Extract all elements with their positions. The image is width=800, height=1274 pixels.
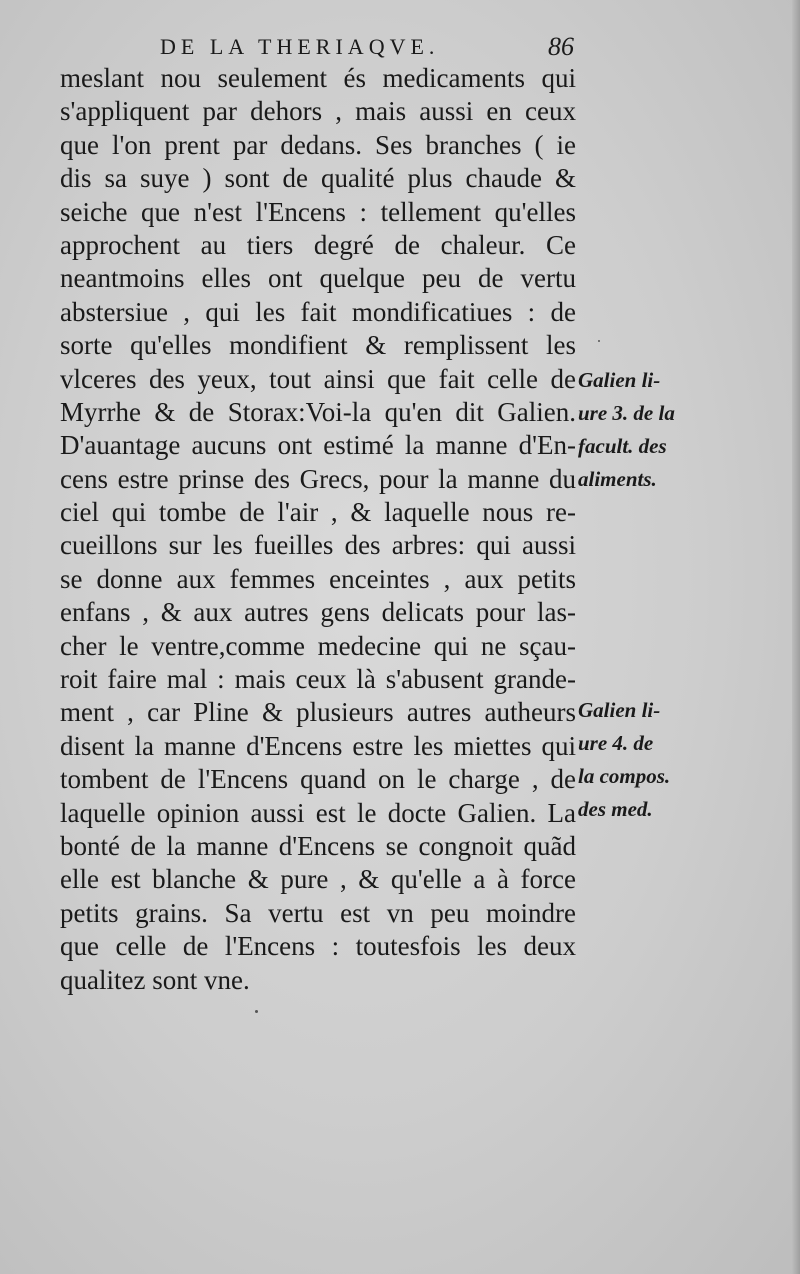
text-line: laquelle opinion aussi est le docte Galien. La bbox=[60, 797, 576, 828]
text-line: enfans , & aux autres gens delicats pour las- bbox=[60, 597, 576, 628]
text-line: ment , car Pline & plusieurs autres autheurs bbox=[60, 697, 576, 728]
text-line: dis sa suye ) sont de qualité plus chaude & bbox=[60, 163, 576, 194]
text-line: ciel qui tombe de l'air , & laquelle nous re- bbox=[60, 497, 576, 528]
text-line: cens estre prinse des Grecs, pour la manne du bbox=[60, 463, 576, 494]
text-line: cueillons sur les fueilles des arbres: qui aussi bbox=[60, 530, 576, 561]
text-line: cher le ventre,comme medecine qui ne sçau- bbox=[60, 630, 576, 661]
text-line: s'appliquent par dehors , mais aussi en ceux bbox=[60, 96, 576, 127]
text-line: que celle de l'Encens : toutesfois les deux bbox=[60, 931, 576, 962]
paper-speck bbox=[598, 340, 600, 342]
text-line: que l'on prent par dedans. Ses branches ( ie bbox=[60, 129, 576, 160]
page-header bbox=[160, 34, 580, 64]
margin-note-line: ure 3. de la bbox=[578, 401, 675, 425]
text-line: sorte qu'elles mondifient & remplissent les bbox=[60, 330, 576, 361]
text-line: se donne aux femmes enceintes , aux petits bbox=[60, 563, 576, 594]
text-line: tombent de l'Encens quand on le charge , de bbox=[60, 764, 576, 795]
body-text bbox=[60, 62, 576, 997]
text-line: roit faire mal : mais ceux là s'abusent grande- bbox=[60, 664, 576, 695]
running-title: DE LA THERIAQVE. bbox=[160, 34, 440, 59]
text-line: vlceres des yeux, tout ainsi que fait celle de bbox=[60, 363, 576, 394]
text-line-last: qualitez sont vne. bbox=[60, 964, 250, 995]
text-line: neantmoins elles ont quelque peu de vertu bbox=[60, 263, 576, 294]
margin-note-line: la compos. bbox=[578, 764, 671, 788]
text-line: approchent au tiers degré de chaleur. Ce bbox=[60, 229, 576, 260]
margin-note-line: Galien li- bbox=[578, 368, 661, 392]
margin-note-galien-facult bbox=[578, 364, 718, 496]
margin-note-line: des med. bbox=[578, 797, 653, 821]
margin-note-line: aliments. bbox=[578, 467, 657, 491]
margin-note-line: Galien li- bbox=[578, 698, 661, 722]
paper-speck bbox=[255, 1010, 258, 1013]
page-edge-shadow bbox=[792, 0, 800, 1274]
text-line: meslant nou seulement és medicaments qui bbox=[60, 63, 576, 93]
text-line: Myrrhe & de Storax:Voi-la qu'en dit Galien. bbox=[60, 396, 576, 427]
text-line: seiche que n'est l'Encens : tellement qu'elles bbox=[60, 196, 576, 227]
text-line: abstersiue , qui les fait mondificatiues : de bbox=[60, 296, 576, 327]
margin-note-line: facult. des bbox=[578, 434, 667, 458]
text-line: disent la manne d'Encens estre les miettes qui bbox=[60, 730, 576, 761]
page-number: 86 bbox=[548, 32, 574, 61]
text-line: D'auantage aucuns ont estimé la manne d'En- bbox=[60, 430, 576, 461]
text-line: bonté de la manne d'Encens se congnoit quãd bbox=[60, 830, 576, 861]
text-line: petits grains. Sa vertu est vn peu moindre bbox=[60, 897, 576, 928]
margin-note-line: ure 4. de bbox=[578, 731, 654, 755]
text-line: elle est blanche & pure , & qu'elle a à force bbox=[60, 864, 576, 895]
margin-note-galien-compos bbox=[578, 694, 718, 826]
